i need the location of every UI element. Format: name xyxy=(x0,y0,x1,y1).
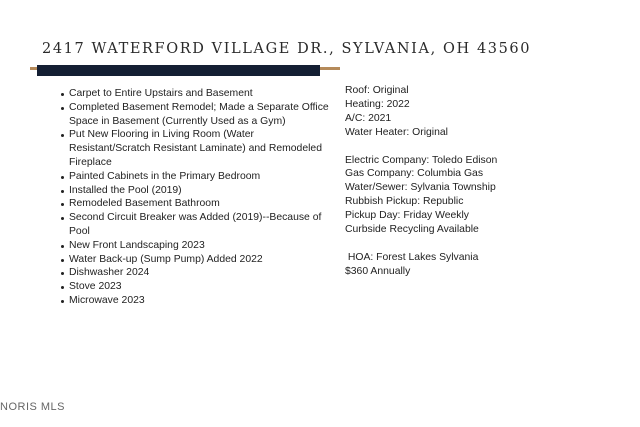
systems-line: Water Heater: Original xyxy=(345,126,448,138)
utility-line: Pickup Day: Friday Weekly xyxy=(345,210,469,222)
list-item: Put New Flooring in Living Room (Water Resistant/Scratch Resistant Laminate) and Remodeled Fireplace xyxy=(60,128,330,169)
features-list xyxy=(60,87,330,308)
list-item: Stove 2023 xyxy=(60,280,330,294)
list-item: Water Back-up (Sump Pump) Added 2022 xyxy=(60,253,330,267)
list-item: Painted Cabinets in the Primary Bedroom xyxy=(60,170,330,184)
list-item: Remodeled Basement Bathroom xyxy=(60,197,330,211)
utility-line: Curbside Recycling Available xyxy=(345,224,479,236)
spacer xyxy=(345,140,595,154)
list-item: Carpet to Entire Upstairs and Basement xyxy=(60,87,330,101)
list-item: New Front Landscaping 2023 xyxy=(60,239,330,253)
utility-line: Gas Company: Columbia Gas xyxy=(345,168,484,180)
info-column xyxy=(345,84,595,279)
utility-line: Rubbish Pickup: Republic xyxy=(345,196,464,208)
list-item: Dishwasher 2024 xyxy=(60,266,330,280)
list-item: Completed Basement Remodel; Made a Separate Office Space in Basement (Currently Used as a Gym) xyxy=(60,101,330,129)
systems-line: Heating: 2022 xyxy=(345,98,410,110)
systems-line: A/C: 2021 xyxy=(345,112,392,124)
utility-line: Water/Sewer: Sylvania Township xyxy=(345,182,496,194)
spacer xyxy=(345,237,595,251)
systems-line: Roof: Original xyxy=(345,85,409,96)
property-address-title: 2417 WATERFORD VILLAGE DR., SYLVANIA, OH 43560 xyxy=(42,41,532,57)
list-item: Second Circuit Breaker was Added (2019)--Because of Pool xyxy=(60,211,330,239)
hoa-line: $360 Annually xyxy=(345,265,411,277)
navy-divider-rule xyxy=(37,65,320,76)
hoa-line: HOA: Forest Lakes Sylvania xyxy=(345,251,479,263)
mls-watermark: NORIS MLS xyxy=(0,401,66,413)
utility-line: Electric Company: Toledo Edison xyxy=(345,154,498,166)
list-item: Installed the Pool (2019) xyxy=(60,184,330,198)
list-item: Microwave 2023 xyxy=(60,294,330,308)
